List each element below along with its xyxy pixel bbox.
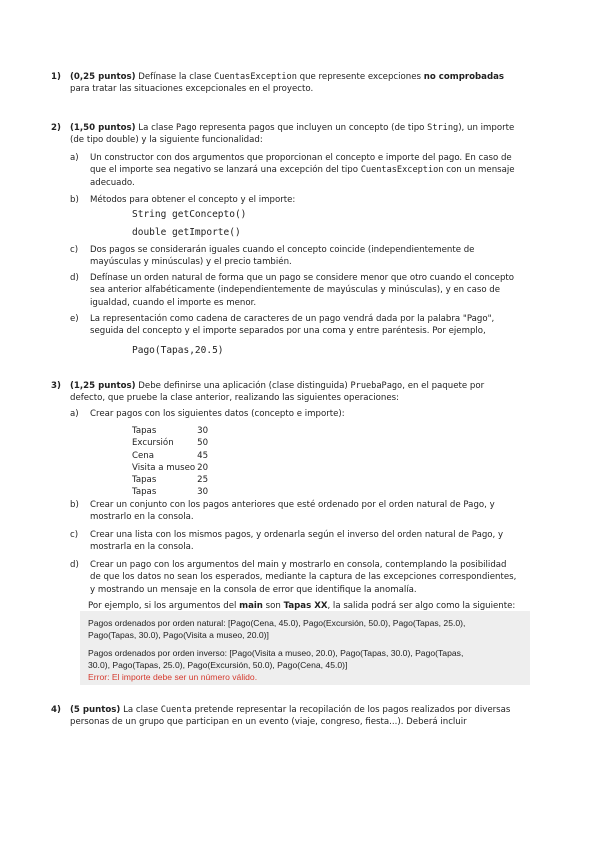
question-2-line-2: (de tipo double) y la siguiente funcionalidad: [70,135,263,146]
question-2 [51,122,530,147]
item-3d: d) Crear un pago con los argumentos del main y mostrarlo en consola, contemplando la posibilidad de que los datos no sean los esperados, mediante la captura de las excepciones correspondientes, y mostrando un mensaje en la consola de error que identifique la anomalía. [70,560,517,595]
question-2-line-1: (1,50 puntos) La clase Pago representa pagos que incluyen un concepto (de tipo String), un importe [70,123,515,133]
amount-cell: 50 [197,438,209,449]
example-intro: Por ejemplo, si los argumentos del main son Tapas XX, la salida podrá ser algo como la siguiente: [88,601,516,611]
console-line: Pagos ordenados por orden natural: [Pago(Cena, 45.0), Pago(Excursión, 50.0), Pago(Tapas, 25.0), [88,618,466,628]
concept-cell: Tapas [132,487,157,498]
concept-cell: Tapas [132,426,157,436]
payments-table [132,425,208,499]
question-points: (1,25 puntos) [70,381,136,391]
console-line: Pagos ordenados por orden inverso: [Pago(Visita a museo, 20.0), Pago(Tapas, 30.0), Pago(Tapas, [88,648,464,658]
item-2b: b) Métodos para obtener el concepto y el importe: [70,195,296,205]
console-line: 30.0), Pago(Tapas, 25.0), Pago(Excursión, 50.0), Pago(Cena, 45.0)] [88,660,348,670]
console-line: Pago(Tapas, 30.0), Pago(Visita a museo, 20.0)] [88,630,269,640]
amount-cell: 25 [197,475,209,486]
question-1-line-2: para tratar las situaciones excepcionales en el proyecto. [70,84,314,95]
question-3-line-2: defecto, que pruebe la clase anterior, realizando las siguientes operaciones: [70,393,400,404]
item-3c: c) Crear una lista con los mismos pagos, y ordenarla según el inverso del orden natural de Pago, y mostrarla en la consola. [70,530,504,553]
console-error-line: Error: El importe debe ser un número válido. [88,672,258,682]
table-row [132,437,208,449]
code-pago-example: Pago(Tapas,20.5) [132,345,224,356]
question-number: 1) [51,72,61,82]
question-3 [51,380,530,405]
amount-cell: 45 [197,450,209,461]
table-row [132,474,208,486]
amount-cell: 30 [197,487,209,498]
concept-cell: Visita a museo [132,462,196,473]
question-4-line-2: personas de un grupo que participan en un evento (viaje, congreso, fiesta...). Deberá incluir [70,717,467,728]
table-row [132,450,208,462]
amount-cell: 30 [197,426,209,436]
question-1 [51,71,530,96]
item-3a: a) Crear pagos con los siguientes datos (concepto e importe): [70,409,345,419]
table-row [132,462,208,474]
concept-cell: Tapas [132,475,157,486]
question-1-line-1: (0,25 puntos) Defínase la clase CuentasException que represente excepciones no comprobadas [70,72,505,82]
code-get-concepto: String getConcepto() [132,209,247,220]
question-points: (5 puntos) [70,705,121,715]
question-3-line-1: (1,25 puntos) Debe definirse una aplicación (clase distinguida) PruebaPago, en el paquete por [70,381,485,391]
question-4 [51,704,530,729]
console-output [80,611,530,685]
amount-cell: 20 [197,462,209,473]
question-4-line-1: (5 puntos) La clase Cuenta pretende representar la recopilación de los pagos realizados por diversas [70,705,511,715]
question-number: 2) [51,123,61,133]
table-row [132,486,208,498]
question-number: 3) [51,381,61,391]
item-2d: d) Defínase un orden natural de forma que un pago se considere menor que otro cuando el concepto sea anterior alfabéticamente (independientemente de mayúsculas y minúsculas), y en caso de igualdad, cuando el importe es menor. [70,273,515,308]
code-get-importe: double getImporte() [132,227,241,238]
concept-cell: Excursión [132,438,174,449]
item-2a: a) Un constructor con dos argumentos que proporcionan el concepto e importe del pago. En caso de que el importe sea negativo se lanzará una excepción del tipo CuentasException con un mensaje adecuado. [70,153,515,188]
item-2e: e) La representación como cadena de caracteres de un pago vendrá dada por la palabra "Pago", seguida del concepto y el importe separados por una coma y entre paréntesis. Por ejemplo, [70,314,495,337]
question-points: (0,25 puntos) [70,72,136,82]
concept-cell: Cena [132,450,155,461]
question-number: 4) [51,705,61,715]
item-2c: c) Dos pagos se considerarán iguales cuando el concepto coincide (independientemente de mayúsculas y minúsculas) y el precio también. [70,245,475,268]
question-points: (1,50 puntos) [70,123,136,133]
item-3b: b) Crear un conjunto con los pagos anteriores que esté ordenado por el orden natural de Pago, y mostrarlo en la consola. [70,500,495,523]
table-row [132,425,208,437]
